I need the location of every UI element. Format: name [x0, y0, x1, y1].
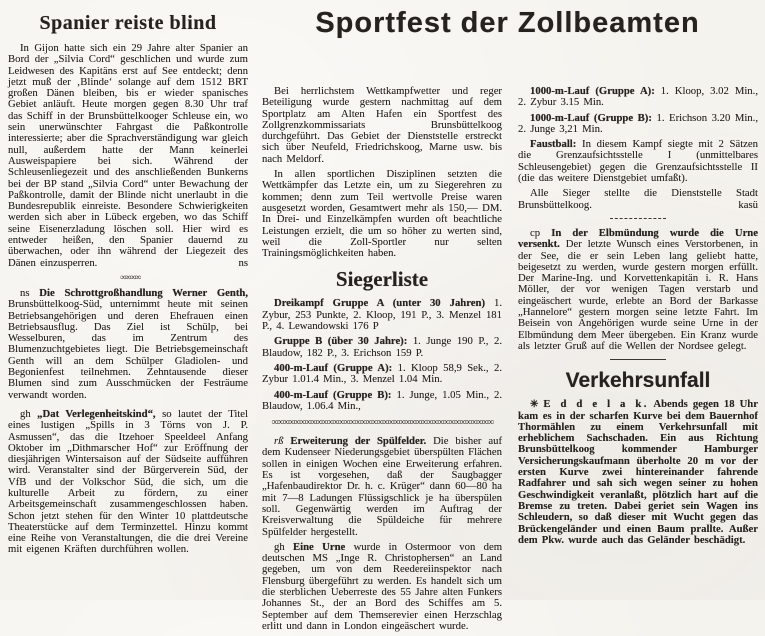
squiggle-ornament: ∞∞∞∞	[120, 271, 140, 282]
result-text: 1. Junge 190 P., 2. Blaudow, 182 P., 3. Erichson 159 P.	[262, 335, 502, 359]
result-1000m-b	[518, 113, 758, 136]
result-gruppe-b	[262, 336, 502, 359]
result-1000m-a	[518, 86, 758, 109]
article-lead: „Dat Verlegenheitskind“,	[37, 407, 156, 420]
chain-ornament: ∞∞∞∞∞∞∞∞∞∞∞∞∞∞∞∞∞∞∞∞∞∞∞∞∞∞∞∞∞∞∞∞∞∞∞∞∞∞∞∞	[271, 418, 493, 429]
article-text: Der letzte Wunsch eines Verstorbenen, in der See, die er sein Leben lang geliebt hatte, beigesetzt zu werden, wurde gestern morgen erfüllt. Der Marine-Ing. und Korvettenkapitän i. R. Hans Möller, der vor wenigen Tagen verstarb und eingeäschert wurde, erlebte an Bord der Barkasse „Hannelore“ gestern morgen seine letzte Fahrt. Im Beisein von Angehörigen wurde seine Urne in der Elbmündung dem Meer übergeben. Ein Kranz wurde als letzter Gruß auf die Wellen der Nordsee gelegt.	[518, 238, 758, 352]
main-headline: Sportfest der Zollbeamten	[315, 7, 700, 39]
star-icon: ✳	[530, 399, 539, 411]
result-faustball	[518, 139, 758, 184]
article-urne-elbe	[518, 228, 758, 352]
result-label: Faustball:	[530, 138, 577, 151]
article-title-spanier: Spanier reiste blind	[39, 12, 217, 34]
result-dreikampf-a	[262, 298, 502, 332]
result-text: 1. Junge, 1.05 Min., 2. Blaudow, 1.06.4 Min.,	[262, 388, 503, 412]
article-text: Brunsbüttelkoog-Süd, unternimmt heute mit seinen Betriebsangehörigen und deren Ehefrauen einen Betriebsausflug. Das Ziel ist Schülp, bei Wesselburen, das im Zentrum des Blumenzuchtgebietes liegt. Die Betriebsgemeinschaft Genth will an dem Schülper Gladiolen- und Begonienfest teilnehmen. Zehntausende dieser Blumen sind zum Ausschmücken der Festräume verwandt worden.	[8, 298, 248, 401]
section-divider	[610, 359, 666, 360]
result-text: 1. Zybur, 253 Punkte, 2. Kloop, 191 P., 3. Menzel 181 P., 4. Lewandowski 176 P	[262, 297, 502, 333]
article-lead: Erweiterung der Spülfelder.	[290, 435, 427, 448]
sportfest-intro-1: Bei herrlichstem Wettkampfwetter und reger Beteiligung wurde gestern nachmittag auf dem Sportplatz am Alten Hafen ein Sportfest des Zollgrenzkommissariats Brunsbüttelkoog durchgeführt. Das Gebiet der Dienststelle erstreckt sich über Neufeld, Friedrichskoog, Marne usw. bis nach Meldorf.	[262, 85, 502, 165]
result-400m-b	[262, 390, 502, 413]
result-text: In diesem Kampf siegte mit 2 Sätzen die Grenzaufsichtsstelle I (unmittelbares Schleusengebiet) gegen die Grenzaufsichtsstelle II (die das weitere Dienstgebiet umfaßt).	[518, 138, 758, 185]
article-text: so lautet der Titel eines lustigen „Spills in 3 Törns von J. P. Asmussen“, das die Itzehoer Speeldeel Anfang Oktober im „Dithmarscher Hof“ zur Eröffnung der diesjährigen Wintersaison auf der Südseite aufführen wird. Veranstalter sind der Bürgerverein Süd, der VfB und der Volkschor Süd, die sich, um die kulturelle Arbeit zu fördern, zu einer Arbeitsgemeinschaft zusammengeschlossen haben. Schon jetzt stehen für den Winter 10 plattdeutsche Theaterstücke auf dem Terminzettel. Hinzu kommt eine Reihe von Veranstaltungen, die die drei Vereine mit eigenen Kräften durchführen wollen.	[8, 407, 249, 556]
article-schrotthandlung	[8, 288, 248, 401]
article-lead: In der Elbmündung wurde die Urne versenkt.	[518, 226, 758, 251]
correspondent-sig: ns	[238, 256, 248, 269]
closing-text: Alle Sieger stellte die Dienststelle Stadt Brunsbüttelkoog.	[518, 187, 758, 211]
article-urne-ostermoor	[262, 542, 502, 632]
sportfest-closing	[518, 188, 758, 211]
sportfest-intro-2: In allen sportlichen Disziplinen setzten die Wettkämpfer das Letzte ein, um zu Siegerehren zu kommen; denn zum Teil wertvolle Preise waren ausgesetzt worden, Gesamtwert mehr als 150,— DM. In Drei- und Einzelkämpfen wurden oft beachtliche Leistungen erzielt, die um so höher zu werten sind, weil die Zoll-Sportler nur selten Trainingsmöglichkeiten haben.	[262, 168, 502, 260]
result-label: 1000-m-Lauf (Gruppe B):	[530, 111, 652, 124]
article-verlegenheitskind	[8, 409, 248, 556]
result-label: Dreikampf Gruppe A (unter 30 Jahren)	[274, 297, 486, 310]
place-name: E d d e l a k.	[543, 398, 649, 411]
correspondent-sig: kasü	[738, 198, 758, 211]
result-text: 1. Kloop 58,9 Sek., 2. Zybur 1.01.4 Min., 3. Menzel 1.04 Min.	[262, 361, 503, 386]
main-region	[255, 0, 760, 632]
result-label: Gruppe B (über 30 Jahre):	[274, 335, 408, 348]
result-text: 1. Kloop, 3.02 Min., 2. Zybur 3.15 Min.	[518, 85, 758, 109]
article-text: In Gijon hatte sich ein 29 Jahre alter Spanier an Bord der „Silvia Cord“ geschlichen und wurde zum Leidwesen des Kapitäns erst auf See entdeckt; denn jetzt muß der ‚Blinde‘ solange auf dem 1512 BRT großen Dänen bleiben, bis er wieder spanisches Gebiet anläuft. Heute morgen gegen 8.30 Uhr traf das Schiff in der Brunsbüttelkooger Schleuse ein, wo sein unerwünschter Fahrgast die Paßkontrolle interessierte; aber die Sprachverständigung war gleich null, außerdem hatte der Mann keinerlei Ausweispapiere bei sich. Während der Schleusenliegezeit und des anschließenden Bunkerns bei der BP stand „Silvia Cord“ unter Bewachung der Paßkontrolle, damit der Blinde nicht unerlaubt in die Bundesrepublik einreiste. Besondere Schwierigkeiten werden sich aber in Lübeck ergeben, wo das Schiff seine Eisenerzladung löschen soll. Hier wird es entweder heißen, den Spanier dauernd zu überwachen, oder ihn während der Liegezeit des Dänen einzusperren.	[8, 42, 248, 269]
result-label: 400-m-Lauf (Gruppe A):	[274, 361, 393, 374]
article-text: wurde in Ostermoor von dem deutschen MS „Inge R. Christophersen“ an Land gegeben, um von dem Reedereiinspektor nach Flensburg übergeführt zu werden. Es handelt sich um die sterblichen Ueberreste des 55 Jahre alten Funkers Johannes St., der an Bord des Schiffes am 5. September auf dem Themserevier einen Herzschlag erlitt und dann in London eingeäschert wurde.	[262, 540, 503, 632]
article-body-spanier	[8, 43, 248, 269]
result-text: 1. Erichson 3.20 Min., 2. Junge 3,21 Min.	[518, 111, 758, 135]
left-column	[8, 0, 248, 560]
article-text: Die bisher auf dem Kudenseer Niederungsgebiet überspülten Flächen sollen in einigen Wochen eine Erweiterung erfahren. Es ist vorgesehen, daß der Saugbagger „Hafenbaudirektor Dr. h. c. Krüger“ dann 60—80 ha mit 7—8 Ladungen Flüssigschlick je ha überspülen soll. Gegenwärtig werden im Auftrag der Kreisverwaltung die Spüldeiche für mehrere Spülfelder hergestellt.	[262, 435, 503, 538]
section-divider	[610, 218, 666, 219]
result-label: 400-m-Lauf (Gruppe B):	[274, 388, 392, 401]
siegerliste-heading: Siegerliste	[335, 267, 429, 292]
middle-column	[262, 86, 502, 636]
verkehrsunfall-heading: Verkehrsunfall	[565, 369, 711, 393]
article-lead: Die Schrottgroßhandlung Werner Genth,	[39, 286, 249, 299]
correspondent-sig: gh	[20, 407, 31, 420]
right-column	[518, 86, 758, 550]
correspondent-sig: ns	[20, 286, 30, 299]
article-text: Abends gegen 18 Uhr kam es in der scharfen Kurve bei dem Bauernhof Thormählen zu einem Verkehrsunfall mit erheblichem Sachschaden. Ein aus Richtung Brunsbüttelkoog kommender Hamburger Versicherungskaufmann überholte 20 m vor der ersten Kurve zwei hintereinander fahrende Radfahrer und sah sich wegen seiner zu hohen Geschwindigkeit veranlaßt, plötzlich hart auf die Bremse zu treten. Dabei geriet sein Wagen ins Schleudern, so daß dieser mit Wucht gegen das Brückengeländer und einen Baum prallte. Außer dem Pkw. wurde auch das Geländer beschädigt.	[518, 398, 758, 546]
article-spuelfelder	[262, 436, 502, 538]
correspondent-sig: rß	[274, 435, 284, 448]
result-label: 1000-m-Lauf (Gruppe A):	[530, 85, 655, 97]
article-eddelak	[518, 399, 758, 546]
article-lead: Eine Urne	[293, 540, 346, 553]
correspondent-sig: cp	[530, 226, 541, 239]
correspondent-sig: gh	[274, 540, 285, 553]
result-400m-a	[262, 363, 502, 386]
